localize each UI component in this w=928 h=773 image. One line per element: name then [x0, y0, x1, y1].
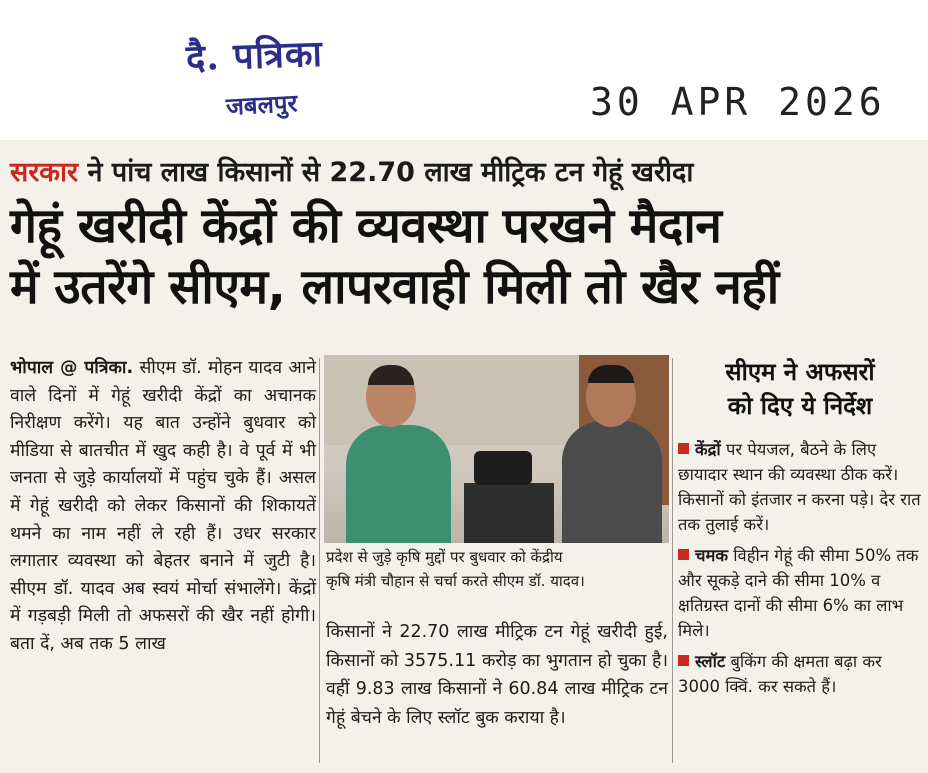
item-keyword: केंद्रों	[695, 440, 721, 459]
sidebar-title-line-2: को दिए ये निर्देश	[727, 392, 873, 420]
item-text: बुकिंग की क्षमता बढ़ा कर 3000 क्विं. कर सकते हैं।	[678, 652, 882, 696]
item-keyword: स्लॉट	[695, 652, 726, 671]
photo-caption	[326, 545, 668, 593]
list-item	[678, 437, 922, 537]
sidebar-title-line-1: सीएम ने अफसरों	[725, 358, 875, 386]
telephone-icon	[474, 451, 532, 485]
column-divider	[672, 358, 673, 763]
square-bullet-icon	[678, 549, 689, 560]
body-column-1	[10, 355, 316, 659]
headline-line-1: गेहूं खरीदी केंद्रों की व्यवस्था परखने मैदान	[10, 198, 722, 254]
person-right	[562, 421, 662, 543]
news-photo	[324, 355, 669, 543]
body-text-1: सीएम डॉ. मोहन यादव आने वाले दिनों में गेहूं खरीदी केंद्रों का अचानक निरीक्षण करेंगे। यह बात उन्होंने बुधवार को मीडिया से बातचीत में खुद कही है। वे पूर्व में भी जनता से जुड़े कार्यालयों में पहुंच चुके हैं। असल में गेहूं खरीदी को लेकर किसानों की शिकायतें थमने का नाम नहीं ले रही हैं। उधर सरकार लगातार व्यवस्था को बेहतर बनाने में जुटी है। सीएम डॉ. यादव अब स्वयं मोर्चा संभालेंगे। केंद्रों में गड़बड़ी मिली तो अफसरों की खैर नहीं होगी। बता दें, अब तक 5 लाख	[10, 358, 316, 654]
headline	[10, 196, 922, 318]
kicker	[10, 152, 920, 189]
square-bullet-icon	[678, 655, 689, 666]
person-left	[346, 425, 451, 543]
paper-city: जबलपुर	[225, 88, 298, 121]
item-text: पर पेयजल, बैठने के लिए छायादार स्थान की व्यवस्था ठीक करें। किसानों को इंतजार न करना पड़े। देर रात तक तुलाई करें।	[678, 440, 921, 534]
column-divider	[319, 358, 320, 763]
dateline: भोपाल @ पत्रिका.	[10, 358, 134, 378]
caption-line-1: प्रदेश से जुड़े कृषि मुद्दों पर बुधवार को केंद्रीय	[326, 548, 563, 566]
square-bullet-icon	[678, 443, 689, 454]
caption-line-2: कृषि मंत्री चौहान से चर्चा करते सीएम डॉ. यादव।	[326, 572, 585, 590]
kicker-text: ने पांच लाख किसानों से 22.70 लाख मीट्रिक टन गेहूं खरीदा	[78, 157, 694, 188]
sidebar-list	[678, 437, 922, 699]
item-keyword: चमक	[695, 546, 729, 565]
sidebar-title	[678, 355, 922, 423]
kicker-highlight: सरकार	[10, 157, 79, 188]
headline-line-2: में उतरेंगे सीएम, लापरवाही मिली तो खैर नहीं	[10, 259, 779, 315]
date-stamp: 30 APR 2026	[590, 80, 886, 124]
sidebar-box	[678, 355, 922, 705]
list-item	[678, 649, 922, 699]
item-text: विहीन गेहूं की सीमा 50% तक और सूकड़े दाने की सीमा 10% व क्षतिग्रस्त दानों की सीमा 6% का लाभ मिले।	[678, 546, 919, 640]
masthead	[0, 0, 928, 140]
paper-name: दै. पत्रिका	[185, 32, 324, 80]
body-column-2: किसानों ने 22.70 लाख मीट्रिक टन गेहूं खरीदी हुई, किसानों को 3575.11 करोड़ का भुगतान हो चुका है। वहीं 9.83 लाख किसानों ने 60.84 लाख मीट्रिक टन गेहूं बेचने के लिए स्लॉट बुक कराया है।	[326, 622, 668, 728]
list-item	[678, 543, 922, 643]
